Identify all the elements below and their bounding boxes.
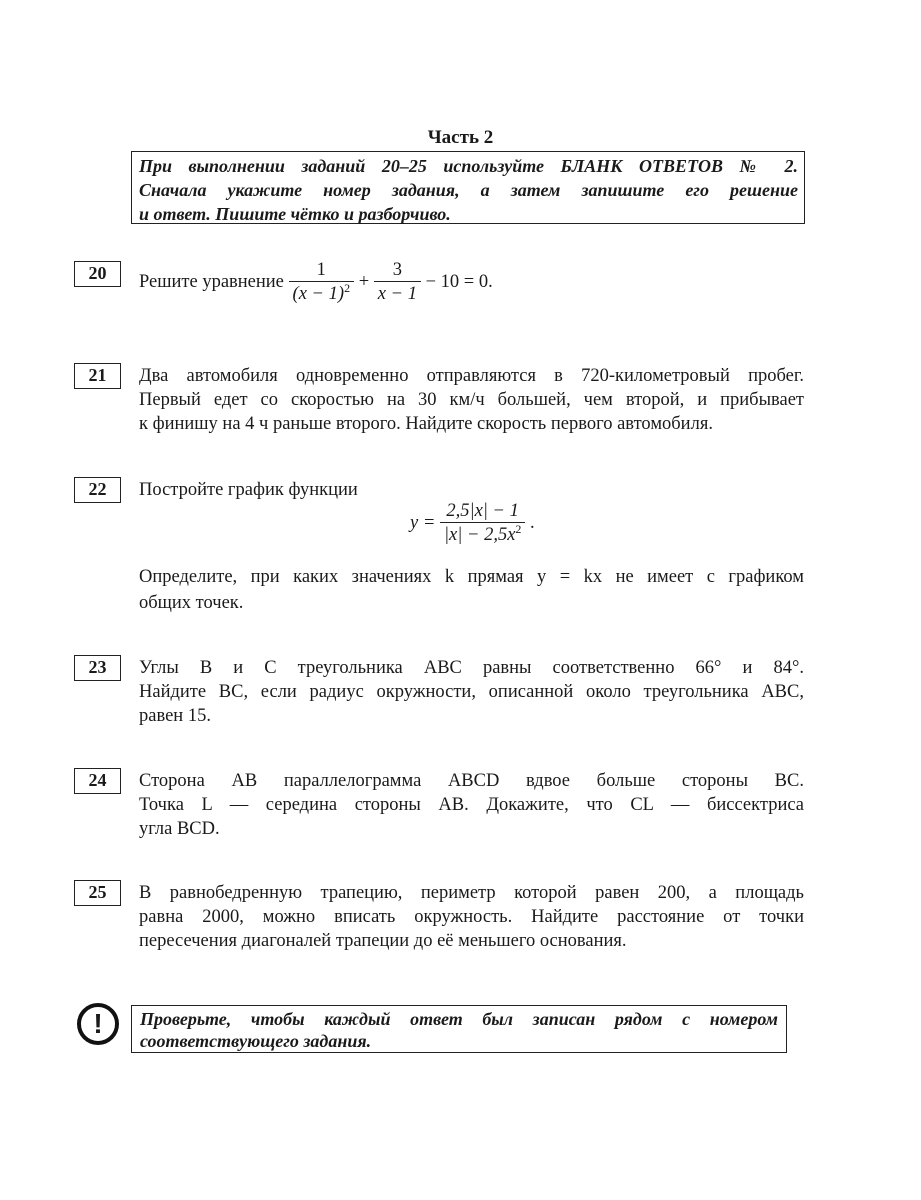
fraction-numerator: 3 [392,260,402,280]
task-line: Первый едет со скоростью на 30 км/ч большей, чем второй, и прибывает [139,390,804,410]
task-22-question [139,564,804,616]
fraction [440,500,525,547]
part-title: Часть 2 [427,127,494,148]
task-line: Найдите BC, если радиус окружности, описанной около треугольника ABC, [139,682,804,702]
task-line: Определите, при каких значениях k прямая y = kx не имеет с графиком [139,567,804,587]
task-line: равен 15. [139,706,211,726]
plus-sign: + [358,271,370,292]
fraction-numerator: 2,5|x| − 1 [446,501,519,521]
denominator-base: (x − 1) [292,284,345,304]
task-line: к финишу на 4 ч раньше второго. Найдите скорость первого автомобиля. [139,414,713,434]
task-number-25: 25 [74,880,121,906]
exponent: 2 [515,521,522,536]
instructions-box [131,151,805,224]
exponent: 2 [344,280,351,295]
task-20-text: Решите уравнение [139,271,284,292]
instructions-line: Сначала укажите номер задания, а затем запишите его решение [139,180,798,200]
task-number-21: 21 [74,363,121,389]
task-20 [139,259,804,306]
task-line: пересечения диагоналей трапеции до её меньшего основания. [139,931,627,951]
task-line: равна 2000, можно вписать окружность. Найдите расстояние от точки [139,907,804,927]
task-22-formula [410,500,535,547]
fraction-denominator [289,281,355,306]
instructions-line: При выполнении заданий 20–25 используйте БЛАНК ОТВЕТОВ № 2. [139,156,798,176]
warning-line: Проверьте, чтобы каждый ответ был записан рядом с номером [140,1009,778,1029]
equation-rest: − 10 = 0. [425,271,493,292]
task-21 [139,364,804,436]
task-line: В равнобедренную трапецию, периметр которой равен 200, а площадь [139,883,804,903]
fraction-denominator [440,522,525,547]
task-number-24: 24 [74,768,121,794]
fraction-denominator: x − 1 [374,281,421,306]
task-line: угла BCD. [139,819,220,839]
task-line: Углы B и C треугольника ABC равны соответственно 66° и 84°. [139,658,804,678]
task-number-22: 22 [74,477,121,503]
instructions-line: и ответ. Пишите чётко и разборчиво. [139,204,451,224]
task-23 [139,656,804,728]
task-25 [139,881,804,953]
exclamation-circle-icon: ! [77,1003,119,1045]
task-line: Два автомобиля одновременно отправляются в 720-километровый пробег. [139,366,804,386]
warning-box [131,1005,787,1053]
task-24 [139,769,804,841]
formula-dot: . [530,512,535,533]
warning-line: соответствующего задания. [140,1031,372,1051]
fraction-1 [289,259,355,306]
formula-lhs: y = [410,512,436,533]
fraction-numerator: 1 [316,260,326,280]
task-line: Точка L — середина стороны AB. Докажите, что CL — биссектриса [139,795,804,815]
task-22 [139,478,804,502]
task-22-text: Постройте график функции [139,480,358,500]
task-line: общих точек. [139,593,244,613]
denominator-base: |x| − 2,5x [443,525,516,545]
fraction-2 [374,259,421,306]
task-line: Сторона AB параллелограмма ABCD вдвое больше стороны BC. [139,771,804,791]
task-number-20: 20 [74,261,121,287]
task-number-23: 23 [74,655,121,681]
